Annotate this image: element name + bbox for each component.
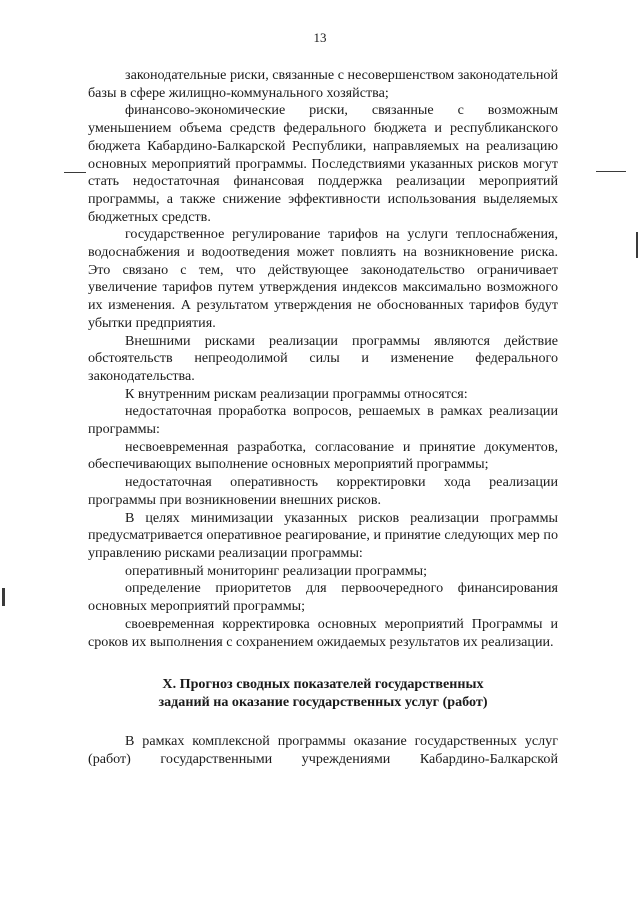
paragraph-insufficient-study: недостаточная проработка вопросов, решаемых в рамках реализации программы: xyxy=(88,403,558,438)
paragraph-internal-risks-intro: К внутренним рискам реализации программы относятся: xyxy=(125,385,468,402)
paragraph-timely-adjustment: своевременная корректировка основных мероприятий Программы и сроков их выполнения с сохранением ожидаемых результатов их реализации. xyxy=(88,615,558,650)
scan-margin-mark-right xyxy=(596,171,626,172)
document-body xyxy=(88,67,558,769)
scan-edge-mark-right xyxy=(636,232,638,258)
page-number: 13 xyxy=(313,30,327,45)
section-heading xyxy=(88,675,558,711)
paragraph-tariff-regulation: государственное регулирование тарифов на услуги теплоснабжения, водоснабжения и водоотведения может повлиять на возникновение риска. Это связано с тем, что действующее законодательство ограничивает увеличение тарифов путем утверждения индексов максимально возможного их изменения. А результатом утверждения не обоснованных тарифов будут убытки предприятия. xyxy=(88,226,558,331)
paragraph-priorities: определение приоритетов для первоочередного финансирования основных мероприятий программы; xyxy=(88,580,558,615)
scan-margin-mark-left xyxy=(64,172,86,173)
paragraph-risk-minimization: В целях минимизации указанных рисков реализации программы предусматривается оперативное реагирование, и принятие следующих мер по управлению рисками реализации программы: xyxy=(88,509,558,561)
section-heading-line-2: заданий на оказание государственных услуг (работ) xyxy=(158,694,488,711)
paragraph-state-services: В рамках комплексной программы оказание государственных услуг (работ) государственными учреждениями Кабардино-Балкарской xyxy=(88,733,558,767)
paragraph-insufficient-efficiency: недостаточная оперативность корректировки хода реализации программы при возникновении внешних рисков. xyxy=(88,474,558,508)
paragraph-financial-risks: финансово-экономические риски, связанные с возможным уменьшением объема средств федерального бюджета и республиканского бюджета Кабардино-Балкарской Республики, направляемых на реализацию основных мероприятий программы. Последствиями указанных рисков могут стать недостаточная финансовая поддержка реализации мероприятий программы, а также снижение эффективности использования выделяемых бюджетных средств. xyxy=(88,102,558,225)
paragraph-legal-risks: законодательные риски, связанные с несовершенством законодательной базы в сфере жилищно-коммунального хозяйства; xyxy=(88,67,558,101)
scan-edge-mark-left xyxy=(2,588,5,606)
paragraph-monitoring: оперативный мониторинг реализации программы; xyxy=(125,562,428,579)
paragraph-external-risks: Внешними рисками реализации программы являются действие обстоятельств непреодолимой силы и изменение федерального законодательства. xyxy=(88,332,558,384)
paragraph-untimely-development: несвоевременная разработка, согласование и принятие документов, обеспечивающих выполнение основных мероприятий программы; xyxy=(88,438,558,473)
section-heading-line-1: X. Прогноз сводных показателей государственных xyxy=(162,676,484,693)
